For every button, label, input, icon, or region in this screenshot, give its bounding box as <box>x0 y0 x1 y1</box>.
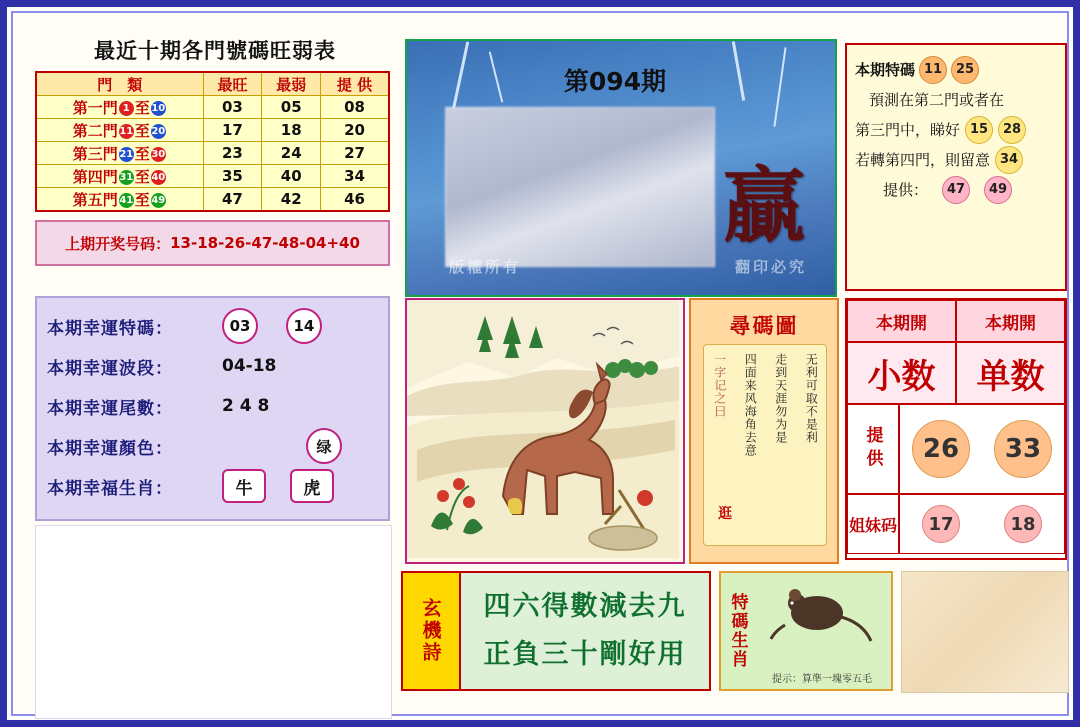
lightning-bolt-icon <box>452 41 469 110</box>
code-search-scroll <box>689 298 839 564</box>
cold-number: 40 <box>262 165 321 188</box>
gate-range-to: 49 <box>151 194 166 206</box>
lucky-value <box>222 308 378 344</box>
forecast-text: 提供： <box>883 181 929 199</box>
lucky-value <box>222 469 378 503</box>
forecast-ball: 34 <box>995 146 1023 174</box>
scroll-keyword: 逛 <box>718 506 732 522</box>
offer-label-text: 提供 <box>862 426 883 472</box>
gate-range-from: 41 <box>119 194 134 206</box>
forecast-text: 第三門中，睇好 <box>855 121 961 139</box>
gate-label: 第四門 <box>72 167 118 186</box>
cold-number: 05 <box>262 96 321 119</box>
lucky-value: 04-18 <box>222 356 277 376</box>
win-character: 贏 <box>722 158 805 254</box>
scroll-paper <box>703 344 827 546</box>
table-body <box>36 96 389 212</box>
gate-range-from: 31 <box>119 171 134 183</box>
poem-label <box>403 573 461 689</box>
gate-cell: 第二門 11 至 20 <box>36 119 203 142</box>
offer-number: 20 <box>321 119 389 142</box>
lucky-ball: 03 <box>222 308 258 344</box>
zodiac-panel-label <box>721 573 755 689</box>
offer-ball: 33 <box>994 420 1052 478</box>
gate-range-from: 11 <box>119 125 134 137</box>
lucky-ball: 14 <box>286 308 322 344</box>
panel-head-row <box>847 300 1065 342</box>
scroll-column: 四面来风海角去意 <box>743 353 758 457</box>
lucky-row-special <box>47 306 378 346</box>
hot-cold-table-section <box>35 35 395 266</box>
scroll-column: 一字记之曰 <box>712 353 727 418</box>
forecast-offer-ball: 47 <box>942 176 970 204</box>
watermark-right: 翻印必究 <box>734 258 807 276</box>
scroll-title: 尋碼圖 <box>729 314 799 338</box>
poem-label-text: 玄機詩 <box>419 598 442 664</box>
zodiac-panel-label-text: 特碼生肖 <box>727 593 748 669</box>
lucky-row-tail <box>47 386 378 426</box>
hot-cold-table <box>35 71 390 212</box>
gate-label: 第三門 <box>72 144 118 163</box>
sister-ball: 17 <box>922 505 960 543</box>
last-draw-label: 上期开奖号码： <box>65 234 171 253</box>
table-title: 最近十期各門號碼旺弱表 <box>94 39 336 63</box>
lucky-label: 本期幸運特碼： <box>47 318 173 339</box>
offer-number: 08 <box>321 96 389 119</box>
cold-number: 24 <box>262 142 321 165</box>
gate-range-to: 40 <box>151 171 166 183</box>
sister-values <box>899 494 1065 554</box>
gate-cell: 第五門 41 至 49 <box>36 188 203 212</box>
offer-number: 27 <box>321 142 389 165</box>
th-gate: 門 類 <box>36 72 203 96</box>
forecast-title-row <box>855 55 1057 85</box>
poem-line-1: 四六得數減去九 <box>483 591 687 622</box>
forecast-line-2 <box>855 115 1057 145</box>
zodiac-illustration <box>755 573 891 689</box>
hot-number: 47 <box>203 188 262 212</box>
offer-values <box>899 404 1065 494</box>
gate-range-to: 10 <box>151 102 166 114</box>
zodiac-hint: 提示：算準一塊零五毛 <box>772 674 872 685</box>
blank-area-bottom-right <box>901 571 1069 693</box>
poster-inner-frame <box>11 11 1069 716</box>
hot-number: 23 <box>203 142 262 165</box>
scroll-column: 走到天涯勿为是 <box>773 353 788 444</box>
gate-cell: 第四門 31 至 40 <box>36 165 203 188</box>
last-draw-numbers: 13-18-26-47-48-04+40 <box>170 234 360 252</box>
forecast-text: 若轉第四門，則留意 <box>855 151 991 169</box>
forecast-text: 預測在第二門或者在 <box>869 91 1005 109</box>
lightning-bolt-icon <box>489 52 504 103</box>
forecast-ball: 28 <box>998 116 1026 144</box>
table-head <box>36 72 389 96</box>
poem-line-2: 正負三十剛好用 <box>483 639 687 670</box>
banner-photo <box>445 107 715 267</box>
gate-cell: 第三門 21 至 30 <box>36 142 203 165</box>
lightning-bolt-icon <box>773 47 786 126</box>
gate-range-to: 20 <box>151 125 166 137</box>
offer-label <box>847 404 899 494</box>
forecast-panel <box>845 43 1067 291</box>
lucky-label: 本期幸運顏色： <box>47 438 173 459</box>
issue-number-badge: 第094期 <box>563 67 667 96</box>
lucky-row-wave <box>47 346 378 386</box>
big-right-value: 单数 <box>956 342 1065 404</box>
th-offer: 提 供 <box>321 72 389 96</box>
mouse-icon <box>755 573 889 669</box>
gate-range-from: 1 <box>119 101 134 116</box>
lucky-value: 2 4 8 <box>222 396 270 416</box>
poem-panel <box>401 571 711 691</box>
hot-number: 35 <box>203 165 262 188</box>
panel-big-row <box>847 342 1065 404</box>
lucky-label: 本期幸運波段： <box>47 358 173 379</box>
horse-svg <box>407 300 679 558</box>
gate-cell: 第一門 1 至 10 <box>36 96 203 119</box>
forecast-title-ball: 11 <box>919 56 947 84</box>
lucky-label: 本期幸福生肖： <box>47 478 173 499</box>
scroll-column: 无利可取不是利 <box>804 353 819 444</box>
lucky-zodiac: 虎 <box>290 469 334 503</box>
lucky-value <box>222 428 378 464</box>
gate-label: 第二門 <box>72 121 118 140</box>
lucky-row-zodiac <box>47 466 378 506</box>
banner-image <box>405 39 837 297</box>
gate-label: 第五門 <box>72 190 118 209</box>
table-row <box>36 165 389 188</box>
horse-illustration <box>405 298 685 564</box>
cold-number: 42 <box>262 188 321 212</box>
forecast-title: 本期特碼 <box>855 61 916 79</box>
head-right-label: 本期開 <box>956 300 1065 342</box>
gate-range-from: 21 <box>119 148 134 160</box>
forecast-offer-ball: 49 <box>984 176 1012 204</box>
sister-ball: 18 <box>1004 505 1042 543</box>
poem-lines <box>461 573 709 689</box>
forecast-title-ball: 25 <box>951 56 979 84</box>
hot-number: 03 <box>203 96 262 119</box>
watermark-left: 版權所有 <box>449 258 522 276</box>
lucky-info-panel <box>35 296 390 521</box>
panel-offer-row <box>847 404 1065 494</box>
table-header-row <box>36 72 389 96</box>
lucky-label: 本期幸運尾數： <box>47 398 173 419</box>
current-draw-panel <box>845 298 1067 560</box>
last-draw-banner <box>35 220 390 266</box>
head-left-label: 本期開 <box>847 300 956 342</box>
forecast-ball: 15 <box>965 116 993 144</box>
lightning-bolt-icon <box>732 41 745 101</box>
hot-number: 17 <box>203 119 262 142</box>
gate-label: 第一門 <box>72 98 118 117</box>
th-cold: 最弱 <box>262 72 321 96</box>
th-hot: 最旺 <box>203 72 262 96</box>
offer-number: 34 <box>321 165 389 188</box>
lucky-row-color <box>47 426 378 466</box>
offer-ball: 26 <box>912 420 970 478</box>
lucky-color-ball: 绿 <box>306 428 342 464</box>
table-row <box>36 142 389 165</box>
big-left-value: 小数 <box>847 342 956 404</box>
table-row <box>36 188 389 212</box>
forecast-line-4 <box>855 175 1057 205</box>
forecast-line-3 <box>855 145 1057 175</box>
special-zodiac-panel <box>719 571 893 691</box>
offer-number: 46 <box>321 188 389 212</box>
table-row <box>36 96 389 119</box>
lucky-zodiac: 牛 <box>222 469 266 503</box>
sister-label: 姐妹码 <box>847 494 899 554</box>
blank-area-left <box>35 525 392 719</box>
cold-number: 18 <box>262 119 321 142</box>
panel-sister-row <box>847 494 1065 554</box>
gate-range-to: 30 <box>151 148 166 160</box>
table-row <box>36 119 389 142</box>
forecast-line-1 <box>855 85 1057 115</box>
